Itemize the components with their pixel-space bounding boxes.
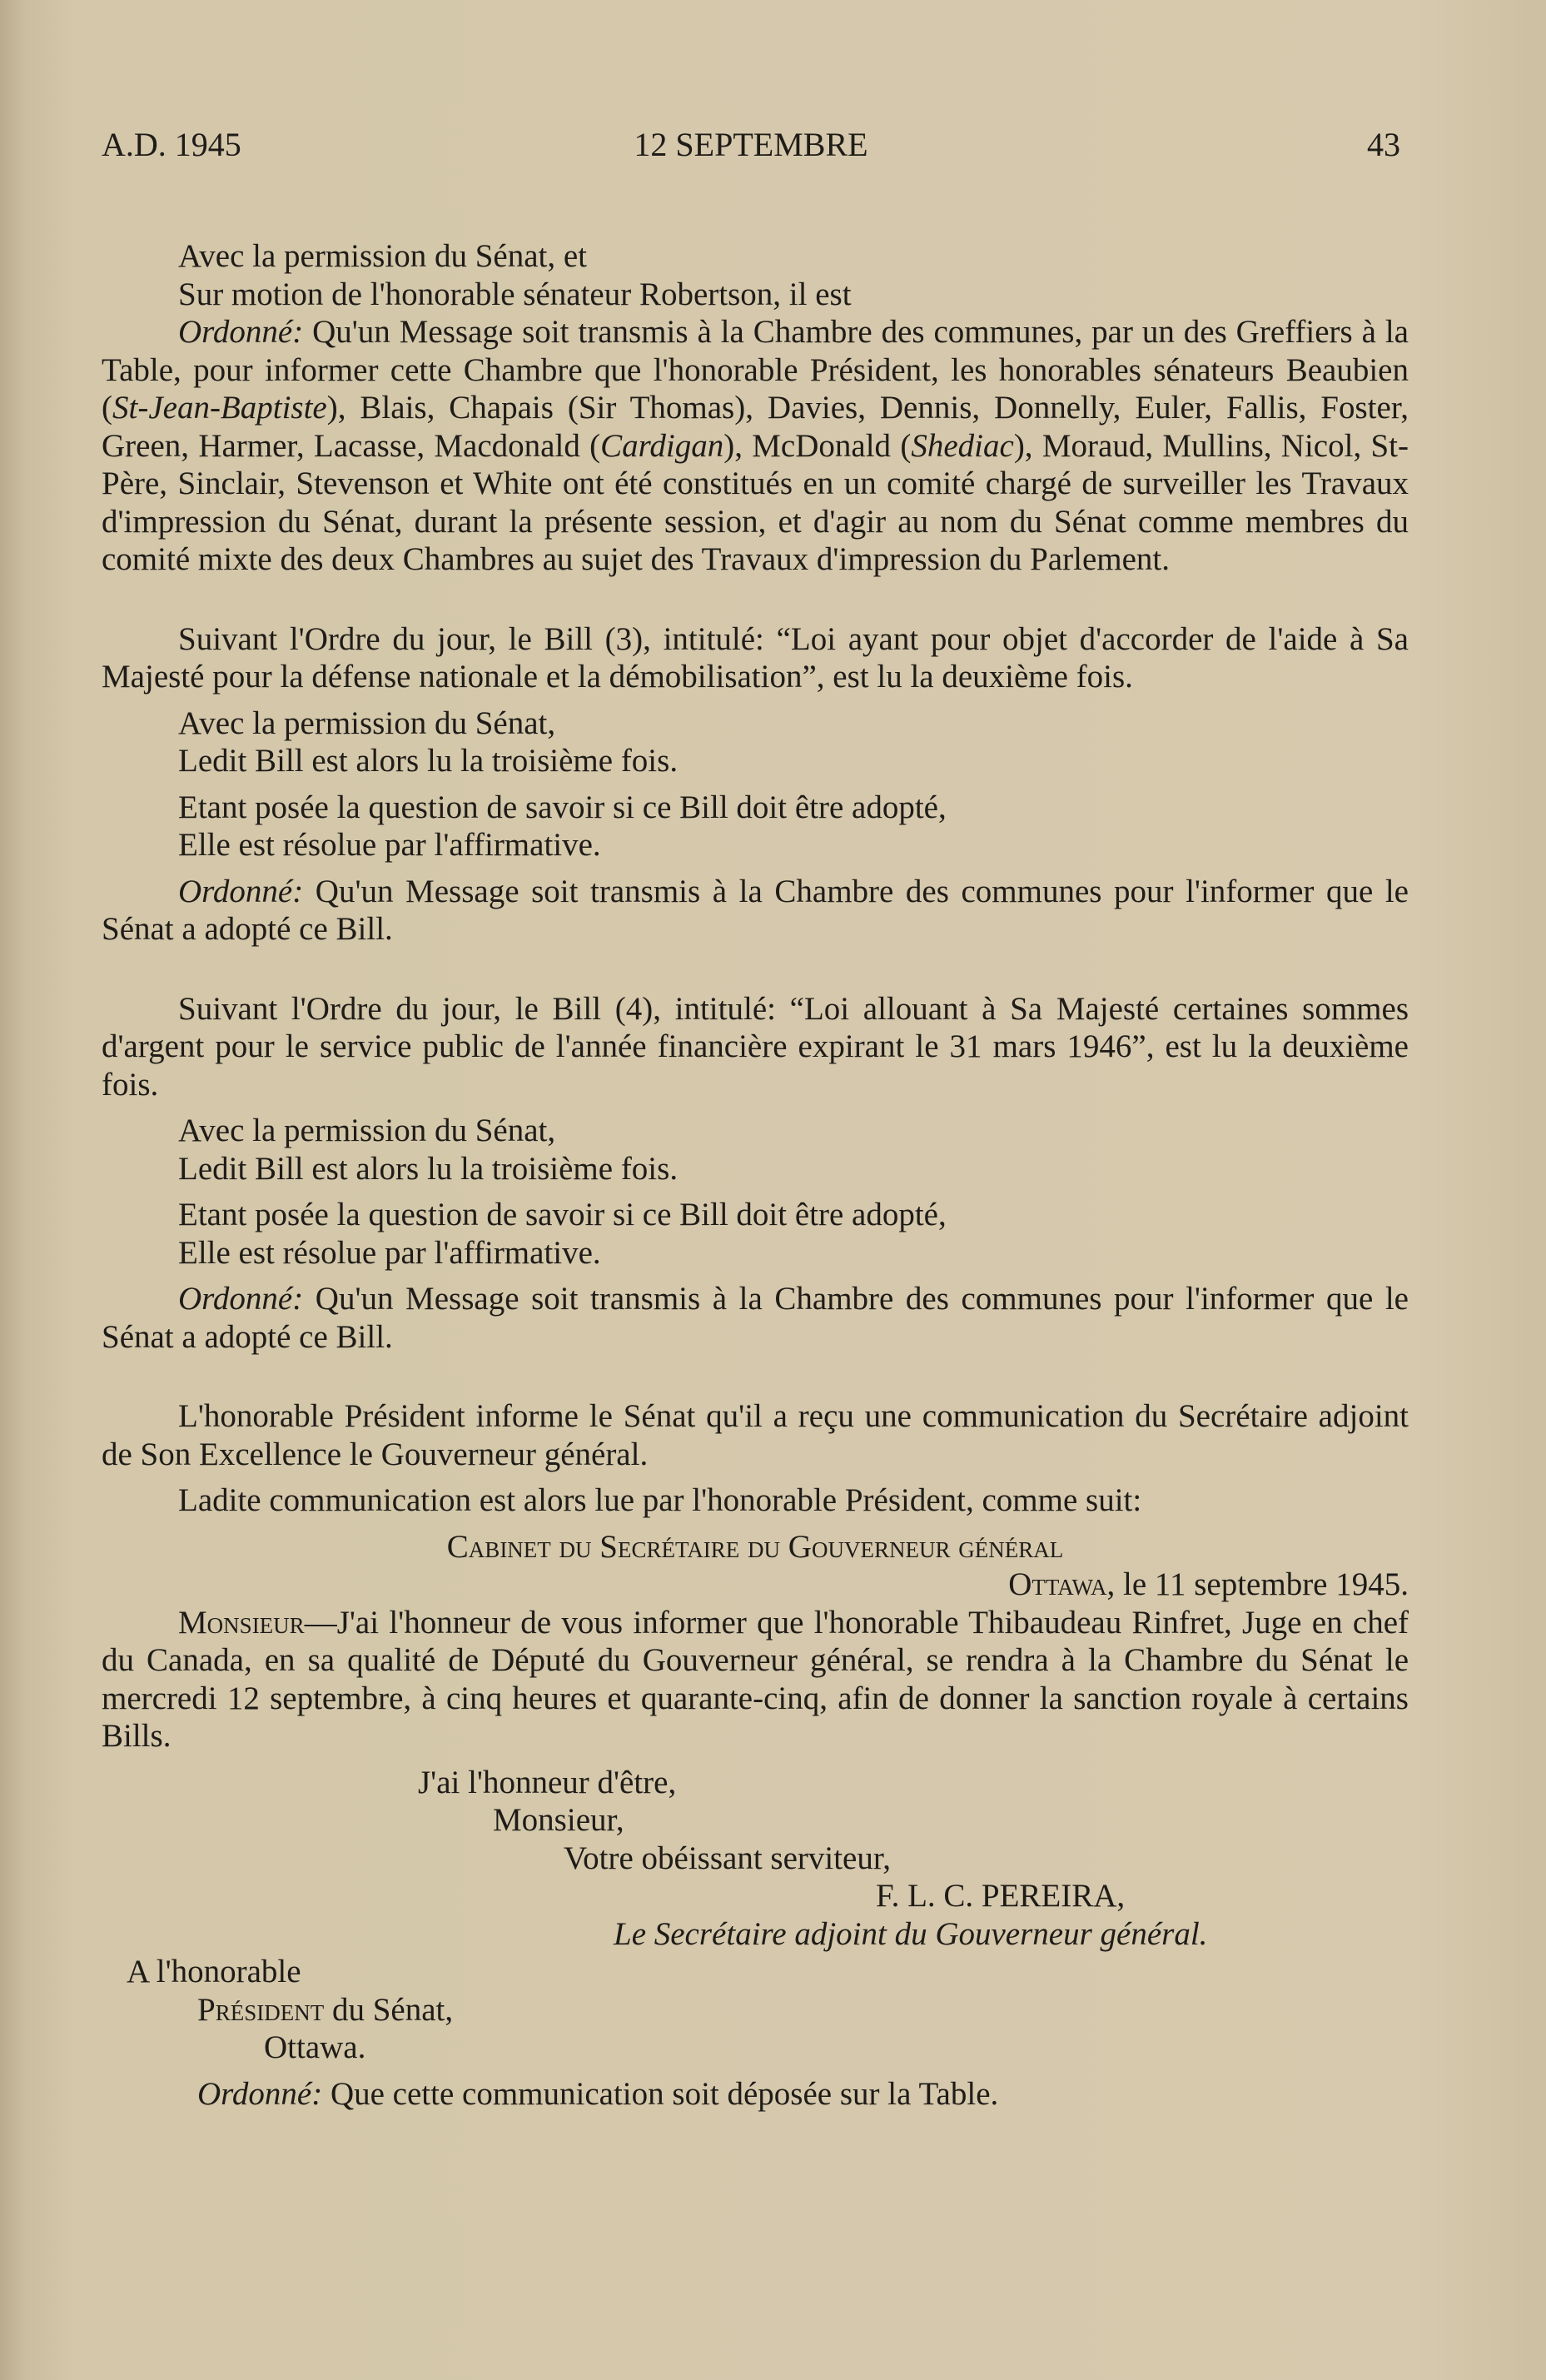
s4-cabinet-heading: Cabinet du Secrétaire du Gouverneur général <box>446 1528 1064 1565</box>
s3-third-reading: Ledit Bill est alors lu la troisième fois. <box>178 1150 679 1187</box>
s1-text-4: ), Moraud, Mullins, Nicol, St-Père, Sinclair, Stevenson et White ont été constitués en un comité chargé de surveiller les Travaux d'impression du Sénat, durant la présente session, et d'agir au nom du Sénat comme membres du comité mixte des deux Chambres au sujet des Travaux d'impression du Parlement. <box>102 427 1409 577</box>
s1-ital-3: Shediac <box>911 427 1014 464</box>
s2-intro: Suivant l'Ordre du jour, le Bill (3), intitulé: “Loi ayant pour objet d'accorder de l'aide à Sa Majesté pour la défense nationale et la démobilisation”, est lu la deuxième fois. <box>102 620 1409 695</box>
s3-resolved: Elle est résolue par l'affirmative. <box>178 1234 601 1271</box>
s3-ordonne-paragraph <box>102 1280 1409 1356</box>
s1-motion: Sur motion de l'honorable sénateur Robertson, il est <box>178 276 852 312</box>
s4-letter <box>102 1604 1409 1755</box>
s2-question: Etant posée la question de savoir si ce Bill doit être adopté, <box>178 789 947 825</box>
s4-ordonne-text: Que cette communication soit déposée sur la Table. <box>322 2075 999 2112</box>
s3-ordonne-label: Ordonné: <box>178 1281 304 1317</box>
s4-salutation: Monsieur <box>178 1604 305 1641</box>
s4-intro: L'honorable Président informe le Sénat qu'il a reçu une communication du Secrétaire adjoint de Son Excellence le Gouverneur général. <box>102 1398 1409 1472</box>
s4-dateline <box>102 1566 1409 1604</box>
s1-ordonne-paragraph <box>102 313 1409 579</box>
s1-ordonne-label: Ordonné: <box>178 314 304 350</box>
s4-read: Ladite communication est alors lue par l'honorable Président, comme suit: <box>178 1482 1142 1518</box>
page-number: 43 <box>1367 126 1400 163</box>
s2-ordonne-paragraph <box>102 873 1409 949</box>
s3-ordonne-text: Qu'un Message soit transmis à la Chambre des communes pour l'informer que le Sénat a adopté ce Bill. <box>102 1281 1409 1355</box>
s2-ordonne-label: Ordonné: <box>178 873 304 909</box>
header-year: A.D. 1945 <box>102 126 241 163</box>
s2-resolved: Elle est résolue par l'affirmative. <box>178 827 601 863</box>
page-body <box>102 237 1409 2113</box>
s3-permission: Avec la permission du Sénat, <box>178 1113 556 1148</box>
s4-letter-body: —J'ai l'honneur de vous informer que l'honorable Thibaudeau Rinfret, Juge en chef du Canada, en sa qualité de Député du Gouverneur général, se rendra à la Chambre du Sénat le mercredi 12 septembre, à cinq heures et quarante-cinq, afin de donner la sanction royale à certains Bills. <box>102 1604 1409 1754</box>
s4-ordonne-label: Ordonné: <box>197 2075 323 2112</box>
s1-text-1: Qu'un Message soit transmis à la Chambre des communes, par un des Greffiers à la Table, pour informer cette Chambre que l'honorable Président, les honorables sénateurs Beaubien ( <box>102 314 1409 426</box>
s1-text-3: ), McDonald ( <box>723 427 912 464</box>
s1-ital-2: Cardigan <box>600 427 724 464</box>
s3-intro: Suivant l'Ordre du jour, le Bill (4), intitulé: “Loi allouant à Sa Majesté certaines sommes d'argent pour le service public de l'année financière expirant le 31 mars 1946”, est lu la deuxième fois. <box>102 990 1409 1103</box>
s1-permission: Avec la permission du Sénat, et <box>178 238 587 274</box>
s4-address-1: A l'honorable <box>127 1954 301 1989</box>
s4-signature-title <box>102 1915 1409 1954</box>
page-header <box>102 125 1400 167</box>
s1-ital-1: St-Jean-Baptiste <box>112 390 327 426</box>
s3-question: Etant posée la question de savoir si ce Bill doit être adopté, <box>178 1197 947 1232</box>
s4-address-2 <box>102 1991 1409 2029</box>
s4-closing-2: Monsieur, <box>493 1802 624 1838</box>
s2-third-reading: Ledit Bill est alors lu la troisième fois. <box>178 743 679 779</box>
s1-text-2: ), Blais, Chapais (Sir Thomas), Davies, Dennis, Donnelly, Euler, Fallis, Foster, Green, Harmer, Lacasse, Macdonald ( <box>102 390 1409 464</box>
s4-address-president: Président <box>197 1991 325 2028</box>
s4-closing-3: Votre obéissant serviteur, <box>564 1840 892 1876</box>
s4-address-senat: du Sénat, <box>324 1991 454 2028</box>
header-date: 12 SEPTEMBRE <box>634 126 868 163</box>
s2-ordonne-text: Qu'un Message soit transmis à la Chambre des communes pour l'informer que le Sénat a adopté ce Bill. <box>102 873 1409 947</box>
s4-ordonne-paragraph <box>102 2075 1409 2114</box>
s4-signature: F. L. C. PEREIRA, <box>876 1878 1126 1914</box>
s2-permission: Avec la permission du Sénat, <box>178 705 556 741</box>
s4-signature-title-text: Le Secrétaire adjoint du Gouverneur général. <box>614 1915 1208 1952</box>
s4-address-3: Ottawa. <box>264 2029 366 2065</box>
s4-date: , le 11 septembre 1945. <box>1106 1566 1409 1602</box>
s4-place: Ottawa <box>1008 1566 1107 1602</box>
s4-closing-1: J'ai l'honneur d'être, <box>418 1764 677 1800</box>
